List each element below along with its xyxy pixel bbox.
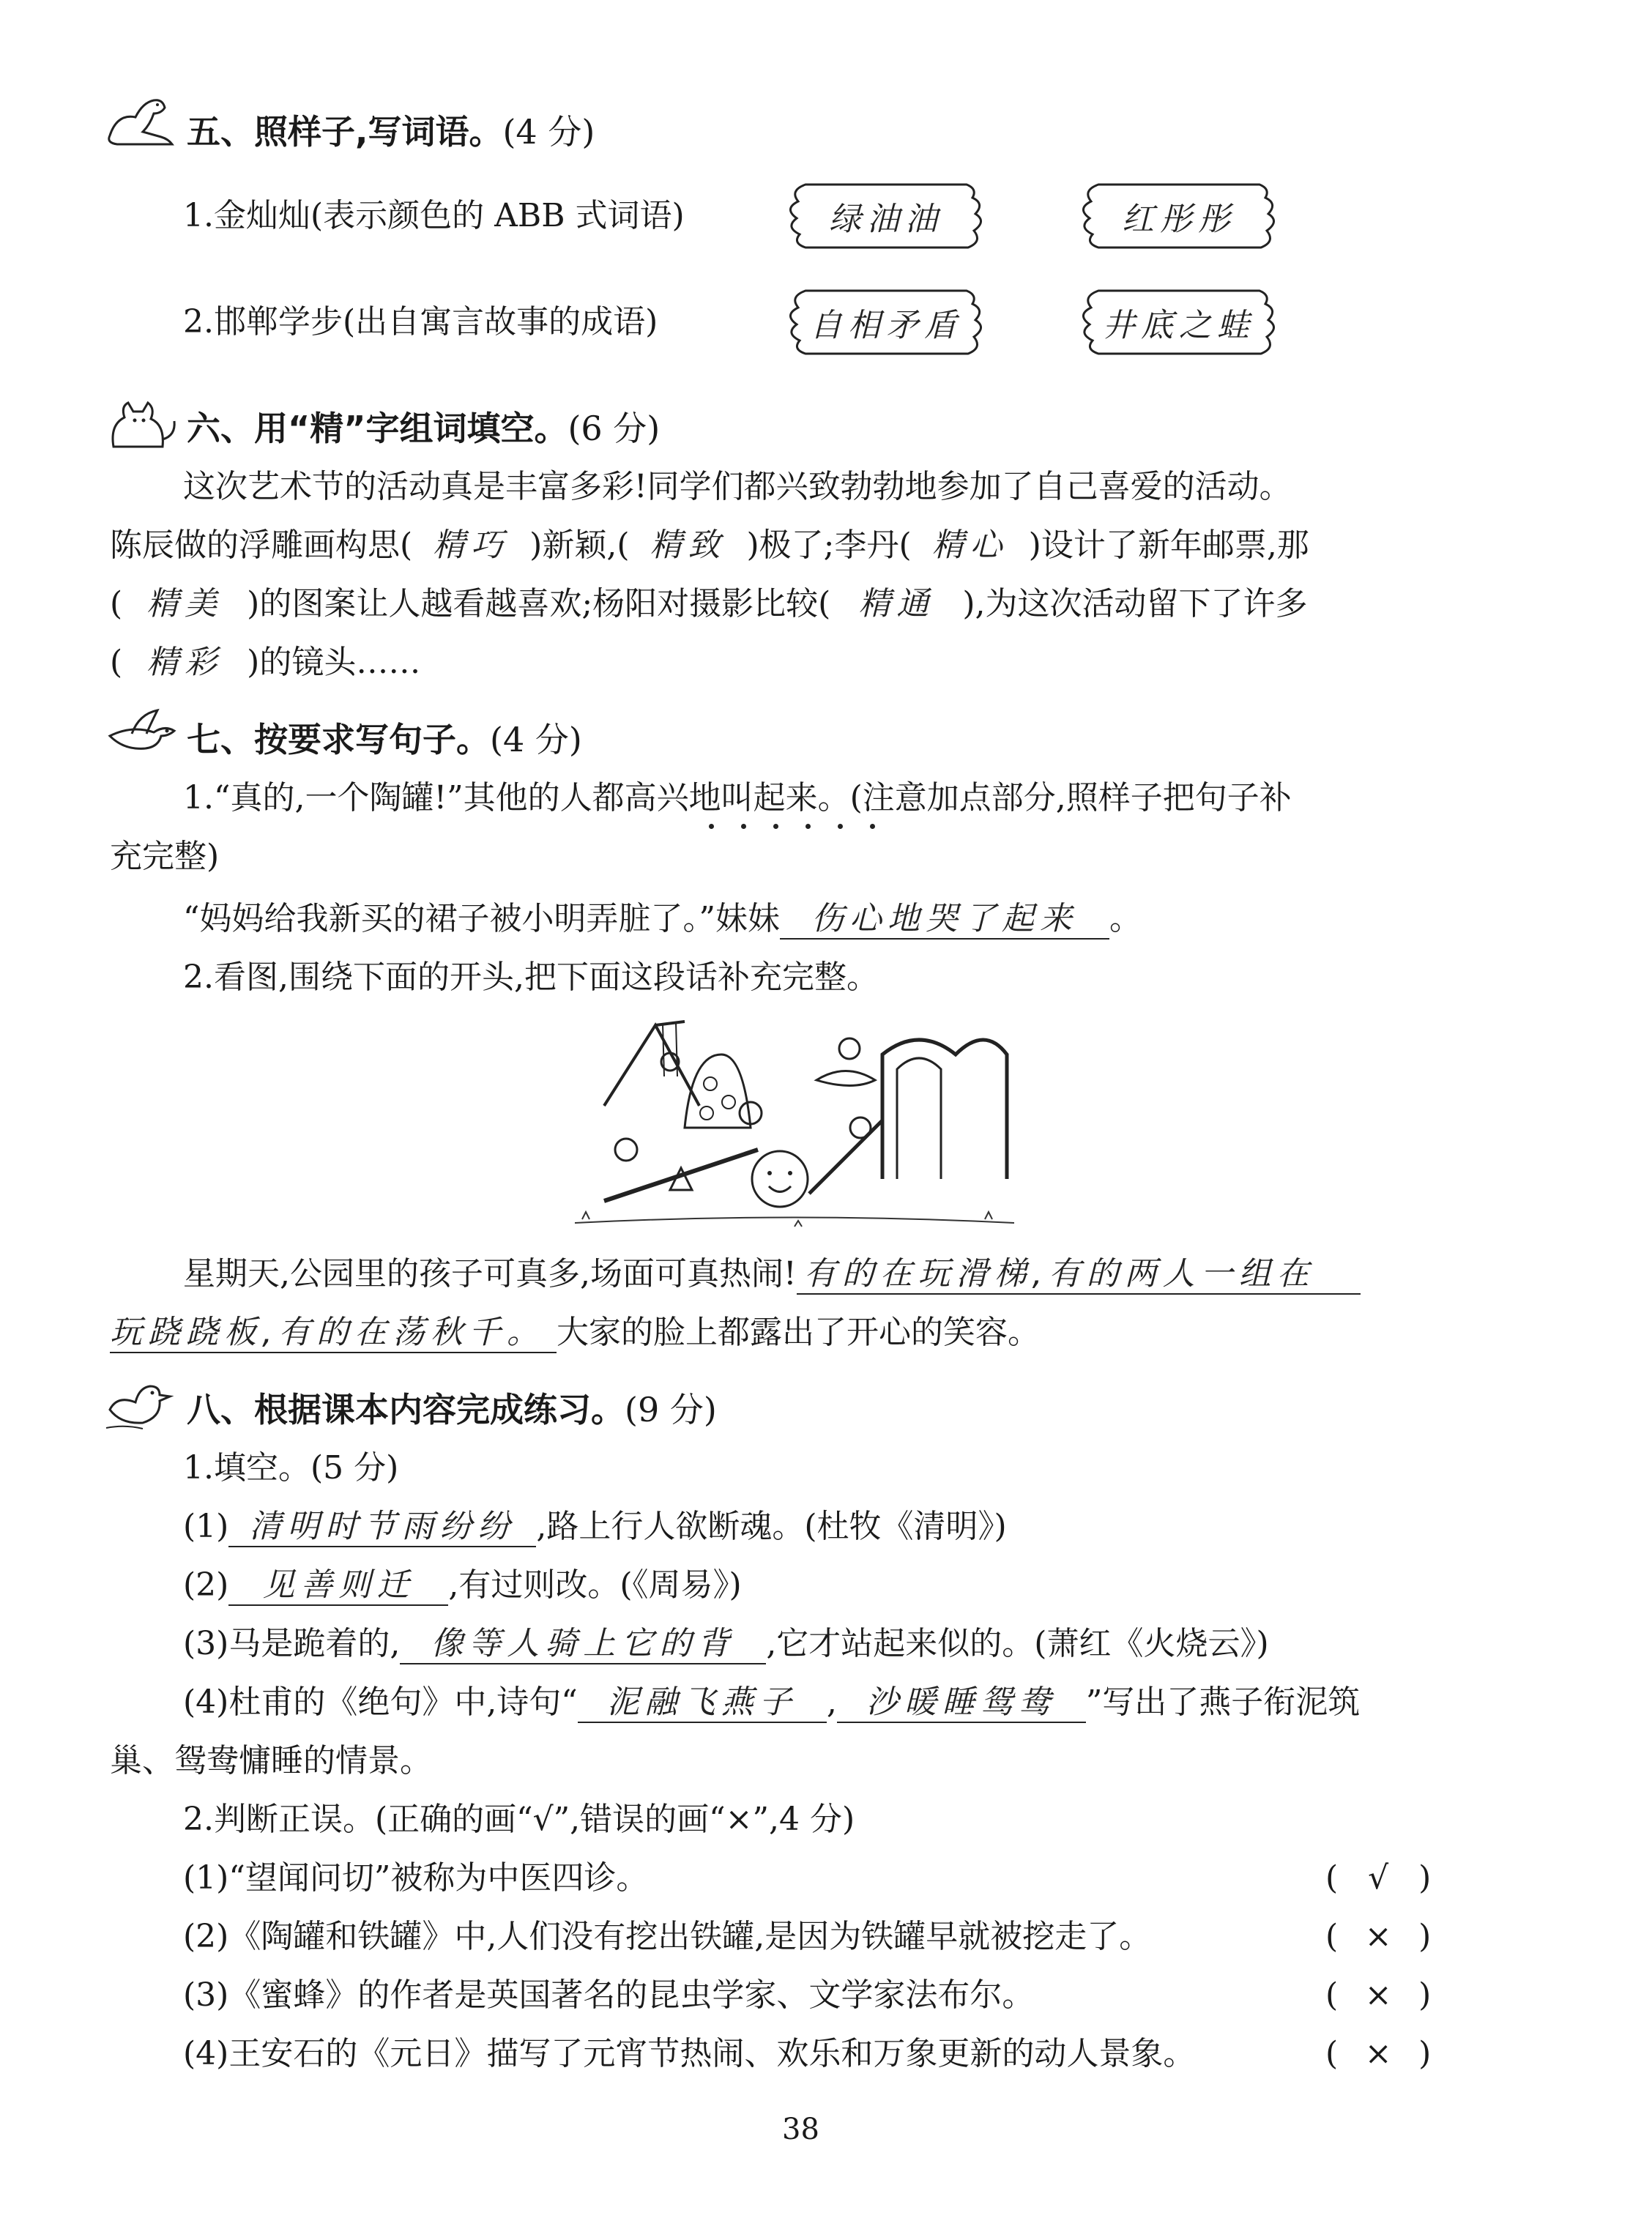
s6-text: )极了;李丹( — [746, 527, 912, 564]
s7-q1-line-1: 1.“真的,一个陶罐!”其他的人都高兴地叫起来。(注意加点部分,照样子把句子补 — [183, 779, 1292, 816]
s7-q2-answer-part-1: 有的在玩滑梯,有的两人一组在 — [797, 1255, 1361, 1295]
s8-judge-2-mark — [1325, 1915, 1431, 1959]
section-6-heading: 六、用“精”字组词填空。 — [187, 409, 568, 448]
emphasis-dot — [838, 824, 843, 829]
s8-fill-2 — [183, 1563, 742, 1607]
seal-icon — [103, 92, 183, 150]
s6-line-3 — [110, 582, 1307, 626]
s8-fill-4 — [183, 1681, 1360, 1725]
s8-judge-1: (1)“望闻问切”被称为中医四诊。 — [183, 1859, 649, 1897]
s7-text: 星期天,公园里的孩子可真多,场面可真热闹! — [183, 1255, 797, 1292]
bracket-open: ( — [1325, 1918, 1339, 1955]
section-5-score: (4 分) — [502, 112, 595, 152]
s5-q2-answer-1-cloud — [776, 282, 996, 362]
bracket-open: ( — [1325, 1859, 1339, 1897]
s8-fill-3-answer: 像等人骑上它的背 — [400, 1625, 766, 1664]
s7-q2-answer-part-2: 玩跷跷板,有的在荡秋千。 — [110, 1314, 557, 1353]
duck-icon — [103, 1373, 183, 1432]
section-6-title — [187, 406, 660, 450]
s6-blank-2: 精致 — [650, 527, 726, 564]
s7-text: 。 — [1109, 900, 1142, 937]
s7-paragraph-line-2 — [110, 1311, 1040, 1355]
s6-text: 陈辰做的浮雕画构思( — [110, 527, 413, 564]
s7-text: “妈妈给我新买的裙子被小明弄脏了。”妹妹 — [183, 900, 780, 937]
s6-line-4 — [110, 641, 420, 685]
section-5-title — [187, 110, 595, 154]
s8-fill-1 — [183, 1505, 1007, 1549]
s8-text: ,有过则改。(《周易》) — [448, 1566, 742, 1604]
section-8-score: (9 分) — [625, 1390, 717, 1429]
s8-judge-2-answer: × — [1364, 1918, 1392, 1955]
s8-fill-4-answer-2: 沙暖睡鸳鸯 — [837, 1684, 1086, 1723]
s8-judge-4: (4)王安石的《元日》描写了元宵节热闹、欢乐和万象更新的动人景象。 — [183, 2035, 1196, 2072]
s8-text: (3)马是跪着的, — [183, 1625, 401, 1662]
s5-q2-answer-2: 井底之蛙 — [1103, 307, 1255, 344]
s8-q1-stem: 1.填空。(5 分) — [183, 1449, 399, 1487]
s8-fill-4-answer-1: 泥融飞燕子 — [578, 1684, 827, 1723]
s6-text: )设计了新年邮票,那 — [1028, 527, 1309, 564]
s8-judge-4-answer: × — [1364, 2035, 1392, 2072]
s6-blank-6: 精彩 — [146, 644, 223, 681]
section-8-heading: 八、根据课本内容完成练习。 — [187, 1390, 625, 1429]
s8-judge-3: (3)《蜜蜂》的作者是英国著名的昆虫学家、文学家法布尔。 — [183, 1976, 1035, 2014]
s7-q1-line-2: 充完整) — [110, 838, 220, 875]
section-5-heading: 五、照样子,写词语。 — [187, 112, 503, 152]
s8-text: ,路上行人欲断魂。(杜牧《清明》) — [536, 1508, 1007, 1545]
s6-text: ),为这次活动留下了许多 — [962, 585, 1308, 622]
emphasis-dot — [773, 824, 778, 829]
emphasis-dot — [709, 824, 714, 829]
section-8-title — [187, 1388, 717, 1432]
s5-q1-stem: 1.金灿灿(表示颜色的 ABB 式词语) — [183, 197, 685, 234]
s8-judge-1-mark — [1325, 1856, 1431, 1900]
emphasis-dot — [741, 824, 746, 829]
bracket-close: ) — [1418, 1859, 1432, 1897]
s8-text: ”写出了燕子衔泥筑 — [1085, 1684, 1361, 1721]
s6-text: )的图案让人越看越喜欢;杨阳对摄影比较( — [247, 585, 831, 622]
s6-text: )新颖,( — [529, 527, 630, 564]
s8-text: , — [826, 1684, 837, 1721]
s5-q1-answer-2-cloud — [1069, 176, 1289, 256]
s6-blank-1: 精巧 — [433, 527, 510, 564]
s5-q1-answer-1-cloud — [776, 176, 996, 256]
playground-illustration — [575, 1011, 1014, 1230]
s8-text: (4)杜甫的《绝句》中,诗句“ — [183, 1684, 578, 1721]
s8-fill-3 — [183, 1622, 1269, 1666]
s8-judge-3-mark — [1325, 1973, 1431, 2017]
s6-line-1: 这次艺术节的活动真是丰富多彩!同学们都兴致勃勃地参加了自己喜爱的活动。 — [183, 468, 1292, 505]
s8-judge-1-answer: √ — [1368, 1859, 1389, 1897]
s8-q2-stem: 2.判断正误。(正确的画“√”,错误的画“×”,4 分) — [183, 1801, 855, 1838]
s5-q1-answer-2: 红彤彤 — [1122, 201, 1236, 238]
s8-judge-2: (2)《陶罐和铁罐》中,人们没有挖出铁罐,是因为铁罐早就被挖走了。 — [183, 1918, 1152, 1955]
s8-judge-3-answer: × — [1364, 1976, 1392, 2014]
s6-line-2 — [110, 524, 1309, 568]
s6-blank-5: 精通 — [858, 585, 935, 622]
s7-q2-stem: 2.看图,围绕下面的开头,把下面这段话补充完整。 — [183, 959, 879, 996]
s5-q1-answer-1: 绿油油 — [829, 201, 943, 238]
bird-icon — [103, 703, 183, 762]
s6-text: )的镜头…… — [247, 644, 421, 681]
s8-fill-2-answer: 见善则迁 — [228, 1566, 448, 1606]
bracket-open: ( — [1325, 1976, 1339, 2014]
s6-blank-4: 精美 — [146, 585, 223, 622]
bracket-close: ) — [1418, 1976, 1432, 2014]
s8-text: ,它才站起来似的。(萧红《火烧云》) — [766, 1625, 1269, 1662]
bracket-close: ) — [1418, 2035, 1432, 2072]
s8-judge-4-mark — [1325, 2032, 1431, 2076]
s7-text: 大家的脸上都露出了开心的笑容。 — [557, 1314, 1040, 1351]
s7-q1-line-3 — [183, 897, 1142, 941]
emphasis-dot — [805, 824, 811, 829]
section-7-title — [187, 718, 582, 762]
cat-icon — [103, 395, 183, 454]
s6-text: ( — [110, 644, 123, 681]
section-7-score: (4 分) — [490, 720, 582, 759]
page-number: 38 — [782, 2113, 819, 2146]
s5-q2-answer-2-cloud — [1069, 282, 1289, 362]
bracket-close: ) — [1418, 1918, 1432, 1955]
s6-text: ( — [110, 585, 123, 622]
s6-blank-3: 精心 — [931, 527, 1008, 564]
bracket-open: ( — [1325, 2035, 1339, 2072]
s8-fill-1-answer: 清明时节雨纷纷 — [228, 1508, 536, 1547]
s8-text: (1) — [183, 1508, 229, 1545]
s7-q1-answer: 伤心地哭了起来 — [780, 900, 1109, 940]
section-7-heading: 七、按要求写句子。 — [187, 720, 490, 759]
section-6-score: (6 分) — [568, 409, 661, 448]
emphasis-dot — [870, 824, 875, 829]
s5-q2-answer-1: 自相矛盾 — [810, 307, 962, 344]
s7-paragraph-line-1 — [183, 1252, 1361, 1296]
s8-text: (2) — [183, 1566, 229, 1604]
s8-fill-4-continued: 巢、鸳鸯慵睡的情景。 — [110, 1742, 432, 1779]
s5-q2-stem: 2.邯郸学步(出自寓言故事的成语) — [183, 303, 658, 341]
